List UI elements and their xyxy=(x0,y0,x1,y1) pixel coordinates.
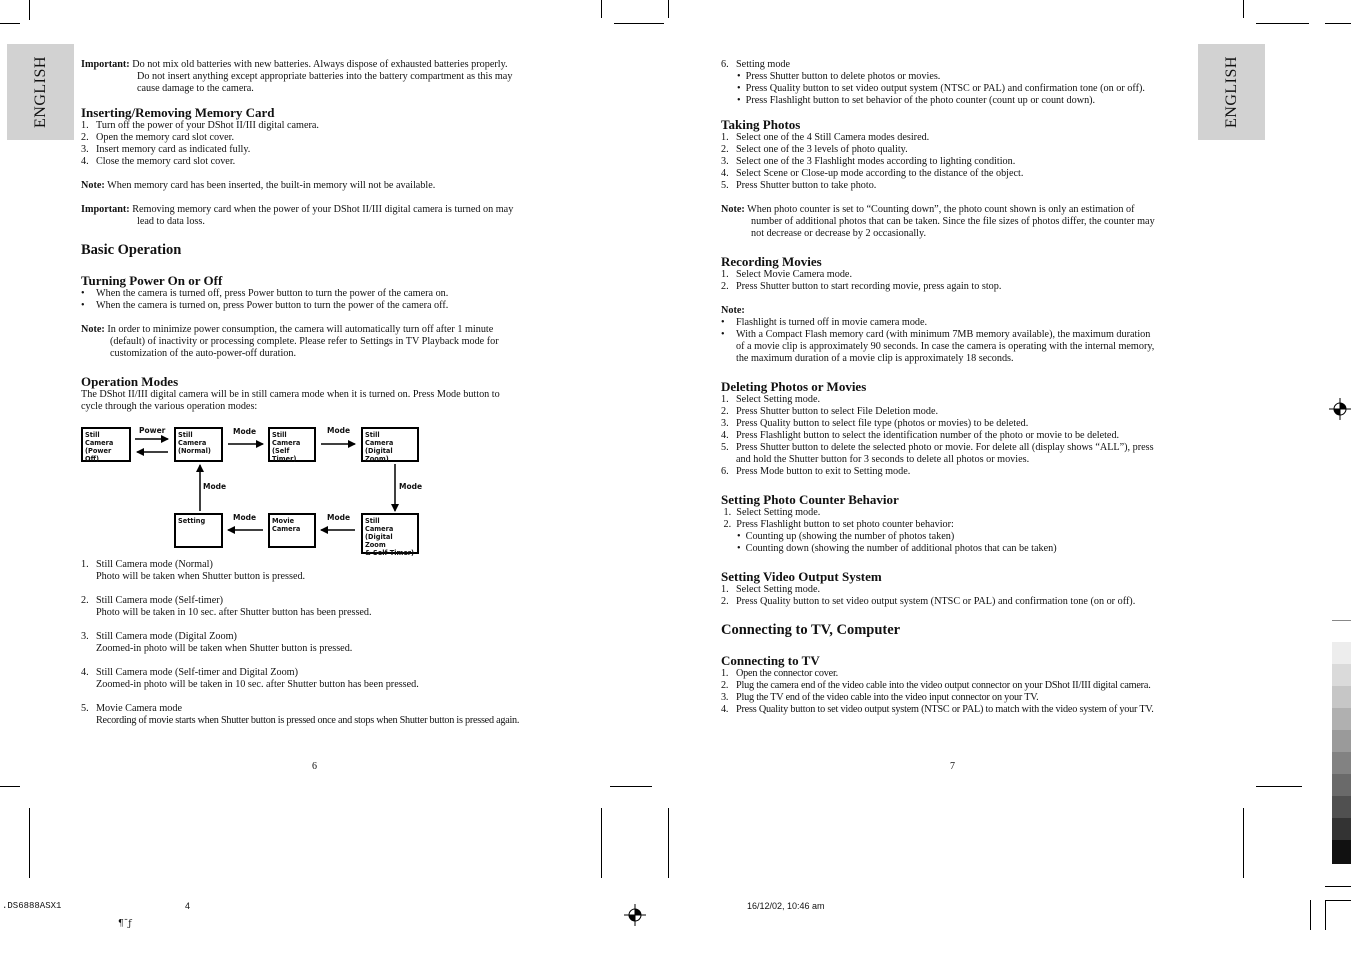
section-heading: Deleting Photos or Movies xyxy=(721,379,867,394)
memory-card-steps: 1. Turn off the power of your DShot II/III digital camera. 2. Open the memory card slot cover. 3. Insert memory card as indicated fully. 4. Close the memory card slot cover. xyxy=(81,120,319,167)
arrow-label-mode: Mode xyxy=(327,513,351,522)
mode-item: 1. Still Camera mode (Normal) Photo will be taken when Shutter button is pressed. xyxy=(81,559,306,582)
taking-photos-steps: 1. Select one of the 4 Still Camera modes desired. 2. Select one of the 3 levels of photo quality. 3. Select one of the 3 Flashlight modes according to lighting condition. 4. Select Scene or Close-up mode according to the distance of the object. 5. Press Shutter button to take photo. xyxy=(721,132,1024,191)
counter-steps: 1. Select Setting mode. 2. Press Flashlight button to set photo counter behavior: • Counting up (showing the number of photos taken) • Counting down (showing the number of additional photos that can be taken) xyxy=(721,507,1057,554)
footer-datetime: 16/12/02, 10:46 am xyxy=(747,901,825,911)
crop-mark xyxy=(1325,900,1326,930)
arrow-label-power: Power xyxy=(139,426,166,435)
crop-mark xyxy=(601,0,602,18)
power-bullets: • When the camera is turned off, press Power button to turn the power of the camera on. • When the camera is turned on, press Power button to turn the power of the camera off. xyxy=(81,288,449,311)
crop-mark xyxy=(1325,900,1351,901)
chapter-heading: Connecting to TV, Computer xyxy=(721,622,901,638)
arrow-label-mode: Mode xyxy=(233,427,257,436)
section-heading: Setting Photo Counter Behavior xyxy=(721,492,899,507)
deleting-steps: 1. Select Setting mode. 2. Press Shutter button to select File Deletion mode. 3. Press Quality button to select file type (photos or movies) to be deleted. 4. Press Flashlight button to select the identification number of the photo or movie to be deleted. 5. Press Shutter button to delete the selected photo or movie. For delete all (display shows “ALL”), press and hold the Shutter button for 3 seconds to delete all photos or movies. 6. Press Mode button to exit to Setting mode. xyxy=(721,394,1154,477)
mode-box-digital-zoom-self-timer: Still Camera (Digital Zoom & Self Timer) xyxy=(361,513,419,554)
language-tab-label: ENGLISH xyxy=(31,56,49,128)
crop-mark xyxy=(0,786,20,787)
crop-mark xyxy=(1243,0,1244,18)
registration-target-icon xyxy=(1329,398,1351,420)
mode-box-digital-zoom: Still Camera (Digital Zoom) xyxy=(361,427,419,462)
mode-item: 5. Movie Camera mode Recording of movie starts when Shutter button is pressed once and stops when Shutter button is pressed again. xyxy=(81,703,520,726)
page-number-left: 6 xyxy=(312,761,317,772)
section-heading: Connecting to TV xyxy=(721,653,820,668)
crop-mark xyxy=(614,23,664,24)
memory-card-note: Note: When memory card has been inserted, the built-in memory will not be available. xyxy=(81,180,436,191)
section-heading: Taking Photos xyxy=(721,117,801,132)
crop-mark xyxy=(0,23,20,24)
recording-steps: 1. Select Movie Camera mode. 2. Press Shutter button to start recording movie, press again to stop. xyxy=(721,269,1002,292)
mode-item: 4. Still Camera mode (Self-timer and Digital Zoom) Zoomed-in photo will be taken in 10 sec. after Shutter button has been pressed. xyxy=(81,667,419,690)
crop-mark xyxy=(1256,23,1309,24)
mode-box-power-off: Still Camera (Power Off) xyxy=(81,427,131,462)
crop-mark xyxy=(668,808,669,878)
crop-mark xyxy=(1310,900,1311,930)
tv-steps: 1. Open the connector cover. 2. Plug the camera end of the video cable into the video output connector on your DShot II/III digital camera. 3. Plug the TV end of the video cable into the video input connector on your TV. 4. Press Quality button to set video output system (NTSC or PAL) to match with the video system of your TV. xyxy=(721,668,1154,715)
important-data-loss-note: Important: Removing memory card when the power of your DShot II/III digital camera is turned on may lead to data loss. xyxy=(81,204,514,227)
important-battery-note: Important: Do not mix old batteries with new batteries. Always dispose of exhausted batteries properly. Do not insert anything except appropriate batteries into the battery compartment as this may cause damage to the camera. xyxy=(81,59,513,94)
right-page-column xyxy=(721,59,1201,716)
footer-glyph: ¶ˉƒ xyxy=(118,919,132,929)
arrow-label-mode: Mode xyxy=(233,513,257,522)
arrow-label-mode: Mode xyxy=(203,482,227,491)
language-tab-label: ENGLISH xyxy=(1222,56,1240,128)
mode-item: 2. Still Camera mode (Self-timer) Photo will be taken in 10 sec. after Shutter button has been pressed. xyxy=(81,595,372,618)
operation-modes-diagram xyxy=(81,420,426,556)
section-heading: Turning Power On or Off xyxy=(81,273,223,288)
language-tab-right xyxy=(1198,44,1265,140)
arrow-label-mode: Mode xyxy=(327,426,351,435)
photo-counter-note: Note: When photo counter is set to “Counting down”, the photo count shown is only an estimation of number of additional photos that can be taken. Since the file sizes of photos differ, the counter may not decrease or decrease by 2 occasionally. xyxy=(721,204,1155,239)
left-page-column: Important: Do not mix old batteries with new batteries. Always dispose of exhausted batteries properly. Do not insert anything except appropriate batteries into the battery compartment as this may cause damage to the camera. Inserting/Removing Memory Card 1. Turn off the power of your DShot II/III digital camera. 2. Open the memory card slot cover. 3. Insert memory card as indicated fully. 4. Close the memory card slot cover. Note: When memory card has been inserted, the built-in memory will not be available. Important: Removing memory card when the power of your DShot II/III digital camera is turned on may lead to data loss. Basic Operation Turning Power On or Off • When the camera is turned off, press Power button to turn the power of the camera on. • When the camera is turned on, press Power button to turn the power of the camera off. Note: In order to minimize power consumption, the camera will automatically turn off after 1 minute (default) of inactivity or processing complete. Please refer to Settings in TV Playback mode for customization of the auto-power-off duration. Operation Modes The DShot II/III digital camera will be in still camera mode when it is turned on. Press Mode button to cycle through the various operation modes: xyxy=(81,59,561,413)
mode-descriptions xyxy=(81,559,561,727)
chapter-heading: Basic Operation xyxy=(81,242,182,258)
crop-mark xyxy=(668,0,669,18)
registration-target-icon xyxy=(624,904,646,926)
crop-mark xyxy=(1256,786,1302,787)
footer-sheet-number: 4 xyxy=(185,901,191,911)
page-number-right: 7 xyxy=(950,761,955,772)
crop-mark xyxy=(29,0,30,20)
mode-box-setting: Setting xyxy=(174,513,223,548)
crop-mark xyxy=(29,808,30,878)
crop-mark xyxy=(1325,886,1351,887)
crop-mark xyxy=(610,786,652,787)
mode-box-self-timer: Still Camera (Self Timer) xyxy=(268,427,316,462)
crop-mark xyxy=(601,808,602,878)
crop-mark xyxy=(1243,808,1244,878)
movie-note: Note: • Flashlight is turned off in movie camera mode. • With a Compact Flash memory card (with minimum 7MB memory available), the maximum duration of a movie clip is approximately 90 seconds. In case the camera is operating with the internal memory, the maximum duration of a movie clip is approximately 18 seconds. xyxy=(721,305,1155,364)
mode-box-normal: Still Camera (Normal) xyxy=(174,427,223,462)
crop-mark xyxy=(1325,23,1351,24)
language-tab-left xyxy=(7,44,74,140)
section-heading: Inserting/Removing Memory Card xyxy=(81,105,275,120)
section-heading: Operation Modes xyxy=(81,374,179,389)
setting-mode-item: 6. Setting mode • Press Shutter button to delete photos or movies. • Press Quality button to set video output system (NTSC or PAL) and confirmation tone (on or off). • Press Flashlight button to set behavior of the photo counter (count up or count down). xyxy=(721,59,1145,106)
video-output-steps: 1. Select Setting mode. 2. Press Quality button to set video output system (NTSC or PAL) and confirmation tone (on or off). xyxy=(721,584,1136,607)
mode-item: 3. Still Camera mode (Digital Zoom) Zoomed-in photo will be taken when Shutter button is pressed. xyxy=(81,631,353,654)
auto-power-off-note: Note: In order to minimize power consumption, the camera will automatically turn off after 1 minute (default) of inactivity or processing complete. Please refer to Settings in TV Playback mode for customization of the auto-power-off duration. xyxy=(81,324,499,359)
footer-filename: .DS6888ASX1 xyxy=(2,901,62,911)
arrow-label-mode: Mode xyxy=(399,482,423,491)
section-heading: Recording Movies xyxy=(721,254,822,269)
mode-box-movie: Movie Camera xyxy=(268,513,316,548)
section-heading: Setting Video Output System xyxy=(721,569,882,584)
